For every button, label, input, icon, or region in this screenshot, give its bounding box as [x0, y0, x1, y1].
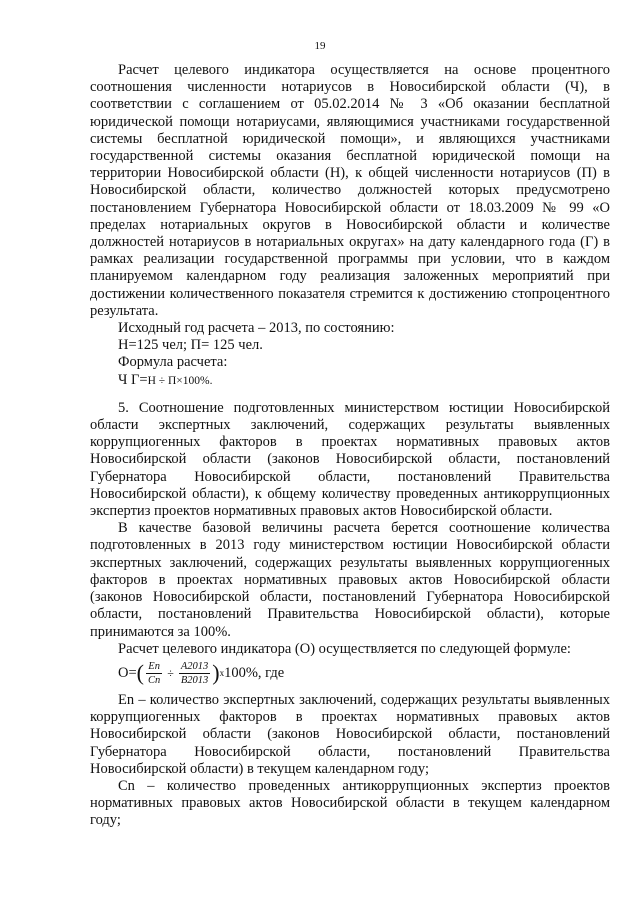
fraction-cn: Cn	[147, 674, 161, 686]
formula-o	[118, 661, 610, 686]
formula-o-prefix: О=	[118, 664, 137, 681]
paragraph-en-definition: En – количество экспертных заключений, содержащих результаты выявленных коррупциогенных факторов в проектах нормативных правовых актов Новосибирской области (законов Новосибирской области, постановлений Губернатора Новосибирской области, постановлений Правительства Новосибирской области) в текущем календарном году;	[90, 691, 610, 777]
values-line: Н=125 чел; П= 125 чел.	[118, 337, 263, 354]
fraction-en: En	[148, 660, 160, 672]
formula-ch-right: Н ÷ П×100%.	[147, 374, 213, 387]
fraction-a2013: A2013	[180, 660, 209, 672]
formula-ch-left: Ч Г=	[118, 371, 148, 388]
formula-ch	[90, 372, 610, 390]
formula-o-close-paren: )	[212, 660, 220, 686]
paragraph-item-5: 5. Соотношение подготовленных министерством юстиции Новосибирской области экспертных заключений, содержащих результаты выявленных коррупциогенных факторов в проектах нормативных правовых актов Новосибирской области (законов Новосибирской области, постановлений Губернатора Новосибирской области, постановлений Правительства Новосибирской области), к общему количеству проведенных антикоррупционных экспертиз проектов нормативных правовых актов Новосибирской области.	[90, 399, 610, 520]
paragraph-indicator-calculation: Расчет целевого индикатора осуществляется на основе процентного соотношения численности нотариусов в Новосибирской области (Ч), в соответствии с соглашением от 05.02.2014 № 3 «Об оказании бесплатной юридической помощи нотариусами, являющимися участниками государственной системы бесплатной юридической помощи», и являющихся участниками государственной системы оказания бесплатной юридической помощи на территории Новосибирской области (Н), к общей численности нотариусов (П) в Новосибирской области, количество должностей которых предусмотрено постановлением Губернатора Новосибирской области от 18.03.2009 № 99 «О пределах нотариальных округов в Новосибирской области и количестве должностей нотариусов в нотариальных округах» на дату календарного года (Г) в рамках реализации государственной программы при условии, что в каждом планируемом календарном году реализация заложенных мероприятий при достижении количественного показателя стремится к достижению стопроцентного результата.	[90, 62, 610, 319]
document-body	[90, 62, 610, 830]
base-year-line: Исходный год расчета – 2013, по состоянию:	[118, 320, 395, 337]
fraction-a-b	[179, 661, 210, 686]
paragraph-cn-definition: Cn – количество проведенных антикоррупционных экспертиз проектов нормативных правовых актов Новосибирской области в текущем календарном году;	[90, 777, 610, 829]
formula-o-open-paren: (	[136, 660, 144, 686]
fraction-en-cn	[146, 661, 162, 686]
paragraph-base-value: В качестве базовой величины расчета берется соотношение количества подготовленных в 2013 году министерством юстиции Новосибирской области экспертных заключений, содержащих результаты выявленных коррупциогенных факторов в проектах нормативных правовых актов Новосибирской области (законов Новосибирской области, постановлений Губернатора Новосибирской области, постановлений Правительства Новосибирской области), которые принимаются за 100%.	[90, 520, 610, 640]
paragraph-formula-intro: Расчет целевого индикатора (О) осуществляется по следующей формуле:	[118, 640, 571, 657]
formula-o-suffix: 100%, где	[224, 664, 285, 681]
multiply-sign: x	[219, 667, 225, 678]
formula-label: Формула расчета:	[118, 354, 228, 371]
division-sign: ÷	[167, 665, 174, 680]
fraction-b2013: B2013	[180, 674, 209, 686]
page-number: 19	[314, 40, 326, 52]
